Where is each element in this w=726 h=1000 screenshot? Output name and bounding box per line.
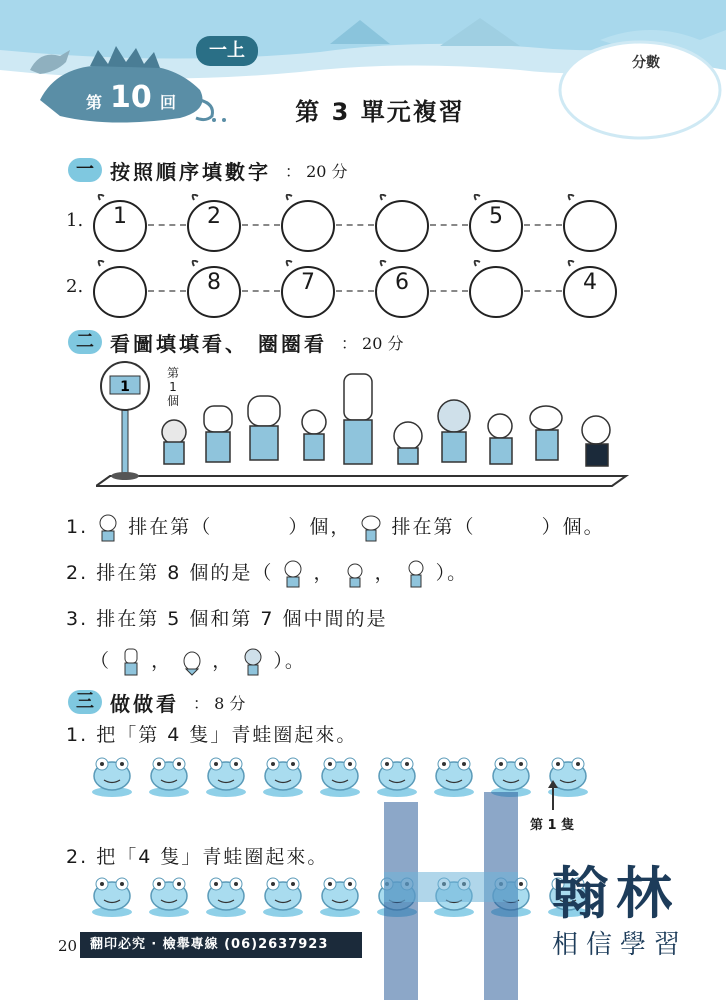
bubble-value: 7 <box>301 270 315 295</box>
s3-q1-text: 把「第 4 隻」青蛙圈起來。 <box>96 724 358 746</box>
q3-sep2: ， <box>212 650 234 672</box>
number-bubble <box>186 194 242 250</box>
number-bubble[interactable] <box>280 194 336 250</box>
q2-sep1: ， <box>313 562 335 584</box>
number-bubble <box>562 260 618 316</box>
number-bubble[interactable] <box>374 194 430 250</box>
brand-name: 翰林 <box>552 862 680 927</box>
frog-icon[interactable] <box>88 752 136 798</box>
frog-icon[interactable] <box>202 872 250 918</box>
number-bubble <box>374 260 430 316</box>
section2-q3 <box>66 604 388 631</box>
number-bubble[interactable] <box>92 260 148 316</box>
number-bubble <box>280 260 336 316</box>
s3-q2-text: 把「4 隻」青蛙圈起來。 <box>96 846 329 868</box>
section1-number: 一 <box>68 158 102 182</box>
q2-label: 2. <box>66 562 89 584</box>
number-bubble[interactable] <box>468 260 524 316</box>
q3-text: 排在第 5 個和第 7 個中間的是 <box>96 608 388 630</box>
section2-q2 <box>66 558 468 589</box>
tiger-choice-icon[interactable] <box>281 559 305 589</box>
bubble-value: 2 <box>207 204 221 229</box>
first-frog-arrow <box>552 786 554 810</box>
section3-score: ： 8 分 <box>193 693 246 713</box>
section3-q2 <box>66 842 328 869</box>
frog-icon[interactable] <box>145 872 193 918</box>
frog-icon[interactable] <box>316 872 364 918</box>
q1-part2: ）個， <box>288 516 352 538</box>
seq-row-1-label: 1. <box>66 210 84 231</box>
brand-logo-mark <box>384 792 544 1000</box>
section3-q1 <box>66 720 357 747</box>
header-background <box>0 0 726 150</box>
sequence-connector <box>430 290 468 292</box>
frog-icon[interactable] <box>259 752 307 798</box>
q1-part1: 排在第（ <box>128 516 213 538</box>
monkey-choice-icon[interactable] <box>241 647 265 677</box>
bubble-value: 5 <box>489 204 503 229</box>
section3-number: 三 <box>68 690 102 714</box>
sequence-connector <box>524 224 562 226</box>
brand-slogan: 相信學習 <box>552 930 689 960</box>
round-badge <box>52 80 202 124</box>
dog-icon <box>359 513 383 543</box>
horse-choice-icon[interactable] <box>119 647 143 677</box>
first-position-label: 第 1 個 <box>166 366 179 408</box>
s3-q1-label: 1. <box>66 724 89 746</box>
grade-tag: 一上 <box>196 36 258 66</box>
frog-icon[interactable] <box>88 872 136 918</box>
bubble-value: 8 <box>207 270 221 295</box>
arrow-head-icon <box>548 780 558 788</box>
copyright-notice: 翻印必究 ‧ 檢舉專線 (06)2637923 <box>80 932 362 958</box>
q2-text: 排在第 8 個的是（ <box>96 562 274 584</box>
first-frog-label: 第 1 隻 <box>530 818 575 833</box>
bus-stop-number: 1 <box>120 379 130 395</box>
section2-q3-choices <box>90 646 306 677</box>
round-prefix: 第 <box>86 93 103 112</box>
frog-icon[interactable] <box>259 872 307 918</box>
bird-choice-icon[interactable] <box>180 647 204 677</box>
section3-title: 做做看 <box>110 691 179 716</box>
q3-end: ）。 <box>273 650 306 672</box>
q3-sep1: ， <box>151 650 173 672</box>
section2-title: 看圖填填看、 圈圈看 <box>110 331 327 356</box>
q3-open: （ <box>90 650 112 672</box>
q1-part4: ）個。 <box>541 516 605 538</box>
number-bubble <box>186 260 242 316</box>
sequence-connector <box>242 290 280 292</box>
round-suffix: 回 <box>160 93 177 112</box>
unit-title: 第 3 單元複習 <box>295 98 465 126</box>
sequence-connector <box>242 224 280 226</box>
number-bubble <box>92 194 148 250</box>
section1-score: ： 20 分 <box>285 161 348 181</box>
q2-sep2: ， <box>374 562 396 584</box>
sequence-connector <box>148 290 186 292</box>
bubble-value: 4 <box>583 270 597 295</box>
sequence-connector <box>336 290 374 292</box>
section2-number: 二 <box>68 330 102 354</box>
section3-heading <box>68 688 245 716</box>
frog-icon[interactable] <box>202 752 250 798</box>
section1-title: 按照順序填數字 <box>110 159 271 184</box>
sequence-connector <box>148 224 186 226</box>
sequence-connector <box>430 224 468 226</box>
tiger-icon <box>96 513 120 543</box>
number-bubble <box>468 194 524 250</box>
section2-score: ： 20 分 <box>340 333 404 353</box>
sequence-connector <box>336 224 374 226</box>
section2-q1 <box>66 512 605 543</box>
sequence-connector <box>524 290 562 292</box>
q2-end: ）。 <box>435 562 469 584</box>
s3-q2-label: 2. <box>66 846 89 868</box>
section1-heading <box>68 156 348 184</box>
q3-label: 3. <box>66 608 89 630</box>
frog-icon[interactable] <box>145 752 193 798</box>
bubble-value: 6 <box>395 270 409 295</box>
score-label: 分數 <box>632 55 660 71</box>
number-bubble[interactable] <box>562 194 618 250</box>
q1-label: 1. <box>66 516 89 538</box>
bubble-value: 1 <box>113 204 127 229</box>
round-number: 10 <box>110 80 152 115</box>
page-number: 20 <box>58 937 78 955</box>
frog-icon[interactable] <box>316 752 364 798</box>
girl-choice-icon[interactable] <box>404 559 428 589</box>
rabbit-choice-icon[interactable] <box>343 559 367 589</box>
section2-heading <box>68 328 404 356</box>
seq-row-2-label: 2. <box>66 276 84 297</box>
q1-part3: 排在第（ <box>391 516 476 538</box>
